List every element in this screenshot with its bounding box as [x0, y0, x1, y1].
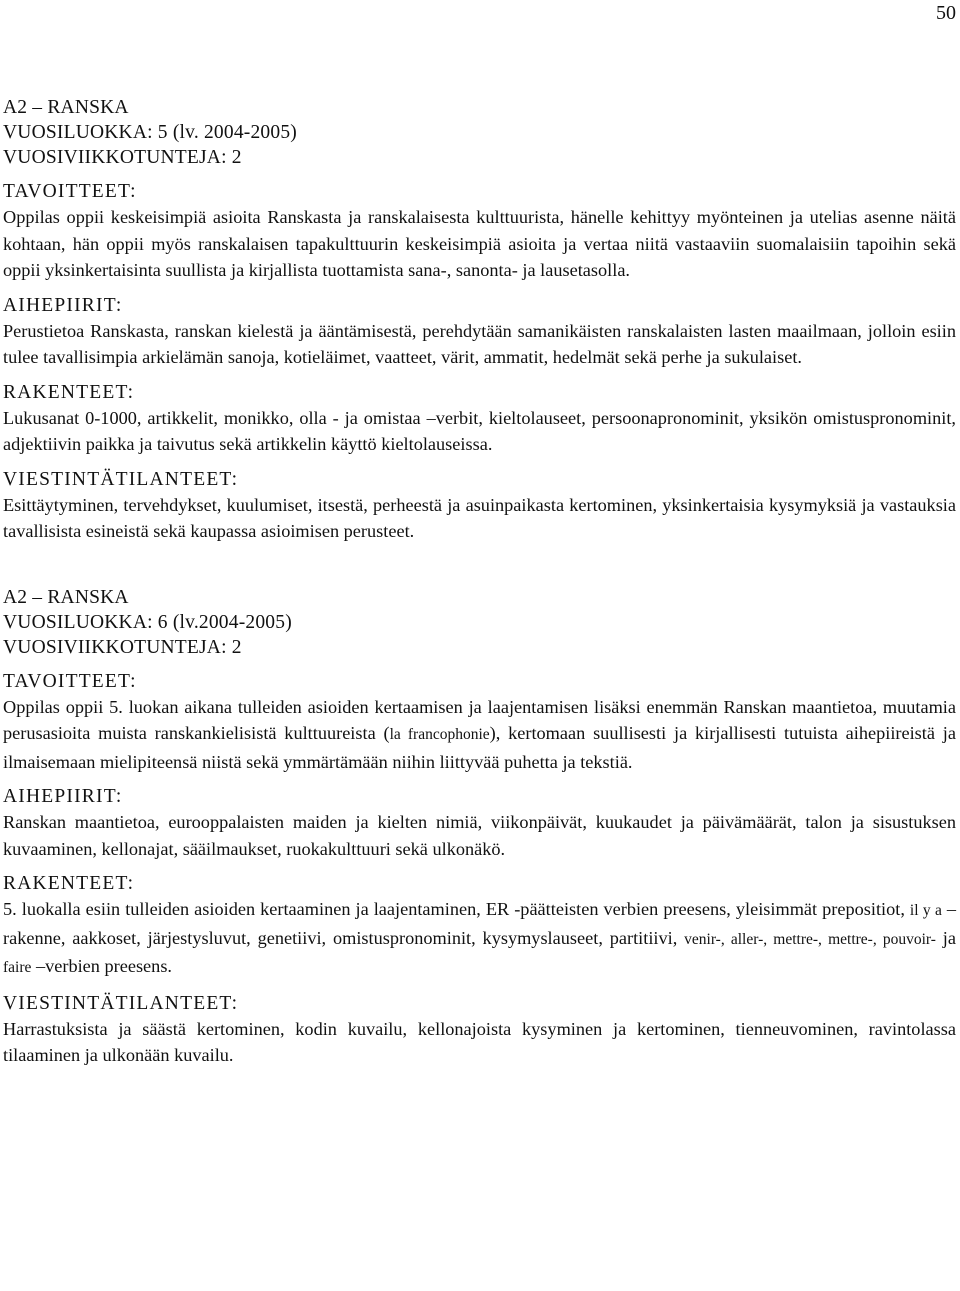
text-run: Oppilas oppii 5. luokan aikana tulleiden asioiden kertaamisen ja laajentamisen lisäksi enemmän Ranskan maantietoa, muutamia perusasioita muista ranskankielisistä kulttuureista ( — [3, 696, 956, 743]
french-term: venir-, aller-, mettre-, mettre-, pouvoir- — [684, 930, 936, 948]
section-topics — [3, 785, 956, 862]
section-communication — [3, 468, 956, 545]
section-goals — [3, 670, 956, 776]
text-run: 5. luokalla esiin tulleiden asioiden kertaaminen ja laajentaminen, ER -päätteisten verbien preesens, yleisimmät prepositiot, — [3, 899, 910, 919]
document-body — [3, 95, 956, 1069]
block-title: A2 – RANSKA — [3, 97, 129, 118]
block-title: A2 – RANSKA — [3, 586, 129, 608]
text-run: ja — [935, 927, 957, 948]
section-label: AIHEPIIRIT: — [3, 294, 123, 316]
section-text: Oppilas oppii keskeisimpiä asioita Ranskasta ja ranskalaisesta kulttuurista, hänelle kehittyy myönteinen ja utelias asenne näitä kohtaan, hän oppii myös ranskalaisen tapakulttuurin keskeisimpiä asioita ja vertaa niitä vastaaviin suomalaisiin tapoihin sekä oppii yksinkertaisinta suullista ja kirjallista tuottamista sana-, sanonta- ja lausetasolla. — [3, 207, 956, 280]
section-text — [3, 896, 956, 982]
section-topics — [3, 294, 956, 371]
section-goals — [3, 180, 956, 284]
french-term: il y a — [909, 902, 942, 919]
section-text: Harrastuksista ja säästä kertominen, kodin kuvailu, kellonajoista kysyminen ja kertominen, tienneuvominen, ravintolassa tilaaminen ja ulkonään kuvailu. — [3, 1018, 956, 1065]
block-grade-line: VUOSILUOKKA: 6 (lv.2004-2005) — [3, 611, 292, 633]
section-text: Lukusanat 0-1000, artikkelit, monikko, olla - ja omistaa –verbit, kieltolauseet, persoonapronominit, yksikön omistuspronominit, adjektiivin paikka ja taivutus sekä artikkelin käyttö kieltolauseissa. — [3, 407, 956, 454]
text-run: –verbien preesens. — [31, 956, 172, 976]
section-structures — [3, 381, 956, 458]
page-number: 50 — [936, 2, 956, 24]
course-block-grade-5 — [3, 95, 956, 545]
text-run: ), kertomaan suullisesti ja kirjallisesti tutuista aihepiireistä ja ilmaisemaan mielipiteensä niistä sekä ymmärtämään niihin liittyvää puhetta ja tekstiä. — [3, 723, 956, 772]
section-label: RAKENTEET: — [3, 873, 135, 894]
course-block-grade-6 — [3, 585, 956, 1069]
section-label: TAVOITTEET: — [3, 181, 137, 202]
block-hours-line: VUOSIVIIKKOTUNTEJA: 2 — [3, 636, 242, 658]
section-text: Esittäytyminen, tervehdykset, kuulumiset, itsestä, perheestä ja asuinpaikasta kertominen, yksinkertaisia kysymyksiä ja vastauksia tavallisista esineistä sekä kaupassa asioimisen perusteet. — [3, 494, 956, 541]
section-label: RAKENTEET: — [3, 381, 135, 403]
text-run: –rakenne, aakkoset, järjestysluvut, genetiivi, omistuspronominit, kysymyslauseet, partitiivi, — [3, 899, 956, 948]
section-structures — [3, 872, 956, 982]
block-grade-line: VUOSILUOKKA: 5 (lv. 2004-2005) — [3, 122, 297, 143]
section-communication — [3, 992, 956, 1069]
block-hours-line: VUOSIVIIKKOTUNTEJA: 2 — [3, 147, 242, 168]
section-label: AIHEPIIRIT: — [3, 786, 123, 807]
french-term: faire — [3, 959, 32, 976]
section-label: VIESTINTÄTILANTEET: — [3, 468, 239, 490]
section-text: Perustietoa Ranskasta, ranskan kielestä ja ääntämisestä, perehdytään samanikäisten ranskalaisten lasten maailmaan, jolloin esiin tulee tavallisimpia arkielämän sanoja, kotieläimet, vaatteet, värit, ammatit, hedelmät sekä perhe ja sukulaiset. — [3, 320, 956, 367]
section-text: Ranskan maantietoa, eurooppalaisten maiden ja kielten nimiä, viikonpäivät, kuukaudet ja päivämäärät, talon ja sisustuksen kuvaaminen, kellonajat, sääilmaukset, ruokakulttuuri sekä ulkonäkö. — [3, 812, 956, 859]
french-term: la francophonie — [389, 726, 490, 743]
section-text — [3, 694, 956, 776]
section-label: TAVOITTEET: — [3, 670, 137, 692]
section-label: VIESTINTÄTILANTEET: — [3, 992, 239, 1014]
